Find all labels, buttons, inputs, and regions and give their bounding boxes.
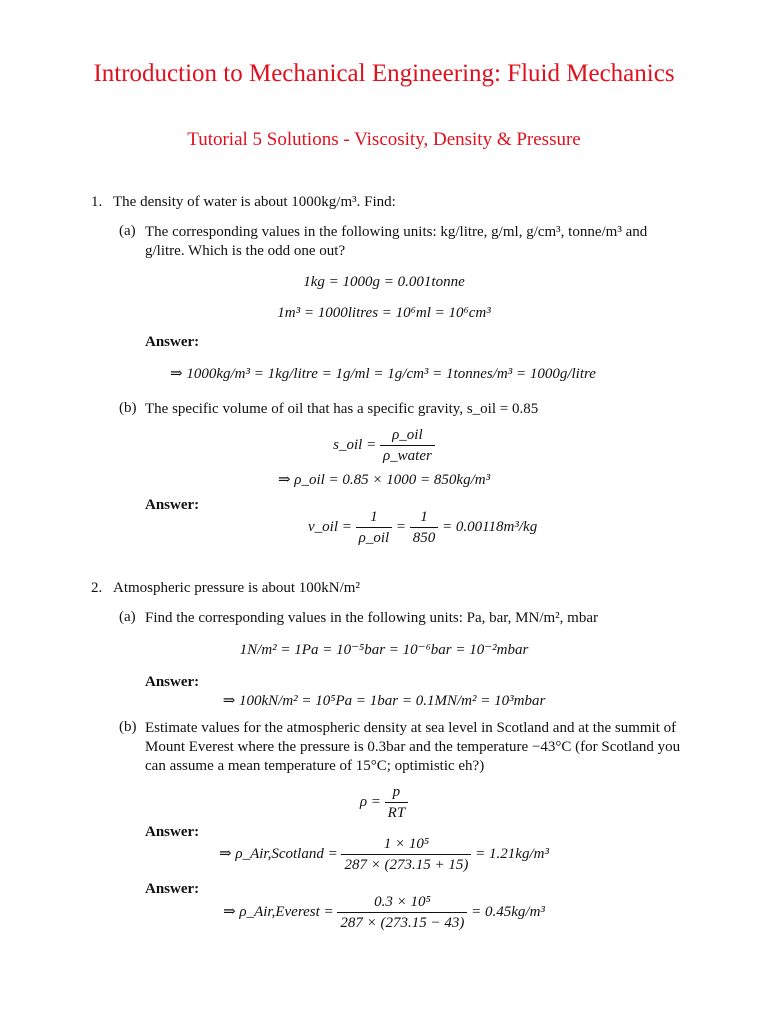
q2b-answer-2-lhs: ⇒ ρ_Air,Everest = [223,903,334,920]
q2a-unit-equation: 1N/m² = 1Pa = 10⁻⁵bar = 10⁻⁶bar = 10⁻²mbar [239,642,529,658]
q2a-answer-label: Answer: [145,674,200,690]
q2b-answer-2-rhs: = 0.45kg/m³ [471,903,545,920]
q2b-answer-everest [0,892,768,933]
q1b-answer-lhs: v_oil = [308,518,352,535]
q1b-label: (b) [119,400,137,416]
q2b-label: (b) [119,719,137,735]
question-1-text: The density of water is about 1000kg/m³. Find: [113,194,396,210]
q2b-answer-2-label: Answer: [145,881,200,897]
q2b-answer-scotland [0,834,768,875]
q2a-label: (a) [119,609,136,625]
q2a-answer-equation: ⇒ 100kN/m² = 10⁵Pa = 1bar = 0.1MN/m² = 10³mbar [222,693,546,709]
q2b-answer-1-lhs: ⇒ ρ_Air,Scotland = [219,845,338,862]
q2b-answer-1-fraction [341,834,471,875]
q2b-eq1-numerator: p [385,782,409,803]
q1b-answer-f2-numerator: 1 [410,507,439,528]
q1a-equation-volume: 1m³ = 1000litres = 10⁶ml = 10⁶cm³ [277,305,491,321]
q1a-text-line2: g/litre. Which is the odd one out? [145,243,346,259]
q1b-eq1-lhs: s_oil = [333,436,377,453]
q2b-answer-1-numerator: 1 × 10⁵ [341,834,471,855]
q1a-equation-mass: 1kg = 1000g = 0.001tonne [303,274,465,290]
q1a-answer-label: Answer: [145,334,200,350]
q2b-answer-2-numerator: 0.3 × 10⁵ [337,892,467,913]
q1b-specific-gravity-equation [0,425,768,466]
q2b-answer-2-denominator: 287 × (273.15 − 43) [340,915,465,931]
q1a-answer-equation: ⇒ 1000kg/m³ = 1kg/litre = 1g/ml = 1g/cm³ = 1tonnes/m³ = 1000g/litre [170,366,596,382]
q1b-answer-f1-numerator: 1 [356,507,393,528]
page-subtitle: Tutorial 5 Solutions - Viscosity, Density & Pressure [187,129,581,150]
question-1-number: 1. [91,194,103,210]
q2a-text: Find the corresponding values in the following units: Pa, bar, MN/m², mbar [145,610,599,626]
q2b-text-line2: Mount Everest where the pressure is 0.3bar and the temperature −43°C (for Scotland you [145,739,681,755]
q2b-text-line1: Estimate values for the atmospheric density at sea level in Scotland and at the summit of [145,720,677,736]
q2b-eq1-lhs: ρ = [359,793,381,810]
q1b-text: The specific volume of oil that has a specific gravity, s_oil = 0.85 [145,401,539,417]
q1a-text-line1: The corresponding values in the following units: kg/litre, g/ml, g/cm³, tonne/m³ and [145,224,648,240]
q1b-answer-fraction-2 [410,507,439,548]
question-2-number: 2. [91,580,103,596]
q1b-answer-equation: v_oil = $\frac{1}{\text{ρ\_oil}}$ = $\frac{1}{850}$ = 0.00118m³/kg [308,509,538,546]
q2b-answer-1-rhs: = 1.21kg/m³ [475,845,549,862]
q2b-answer-1-denominator: 287 × (273.15 + 15) [344,857,469,873]
question-2-text: Atmospheric pressure is about 100kN/m² [113,580,360,596]
q1b-answer-label: Answer: [145,497,200,513]
q2b-answer-1-label: Answer: [145,824,200,840]
q1a-label: (a) [119,223,136,239]
q1b-density-equation: ⇒ ρ_oil = 0.85 × 1000 = 850kg/m³ [277,472,491,488]
q2b-density-equation [0,782,768,823]
q1b-answer-f1-denominator: ρ_oil [358,530,390,546]
q1b-eq1-numerator: ρ_oil [380,425,435,446]
q2b-text-line3: can assume a mean temperature of 15°C; optimistic eh?) [145,758,485,774]
q1b-eq1-denominator: ρ_water [382,448,432,464]
q1b-answer-rhs: = 0.00118m³/kg [442,518,538,535]
q1b-answer-fraction-1 [356,507,393,548]
q2b-eq1-denominator: RT [387,805,406,821]
q2b-answer-2-fraction [337,892,467,933]
q1b-eq1-fraction [380,425,435,466]
page-title: Introduction to Mechanical Engineering: Fluid Mechanics [93,60,675,87]
q1b-answer-f2-denominator: 850 [412,530,436,546]
q2b-eq1-fraction [385,782,409,823]
